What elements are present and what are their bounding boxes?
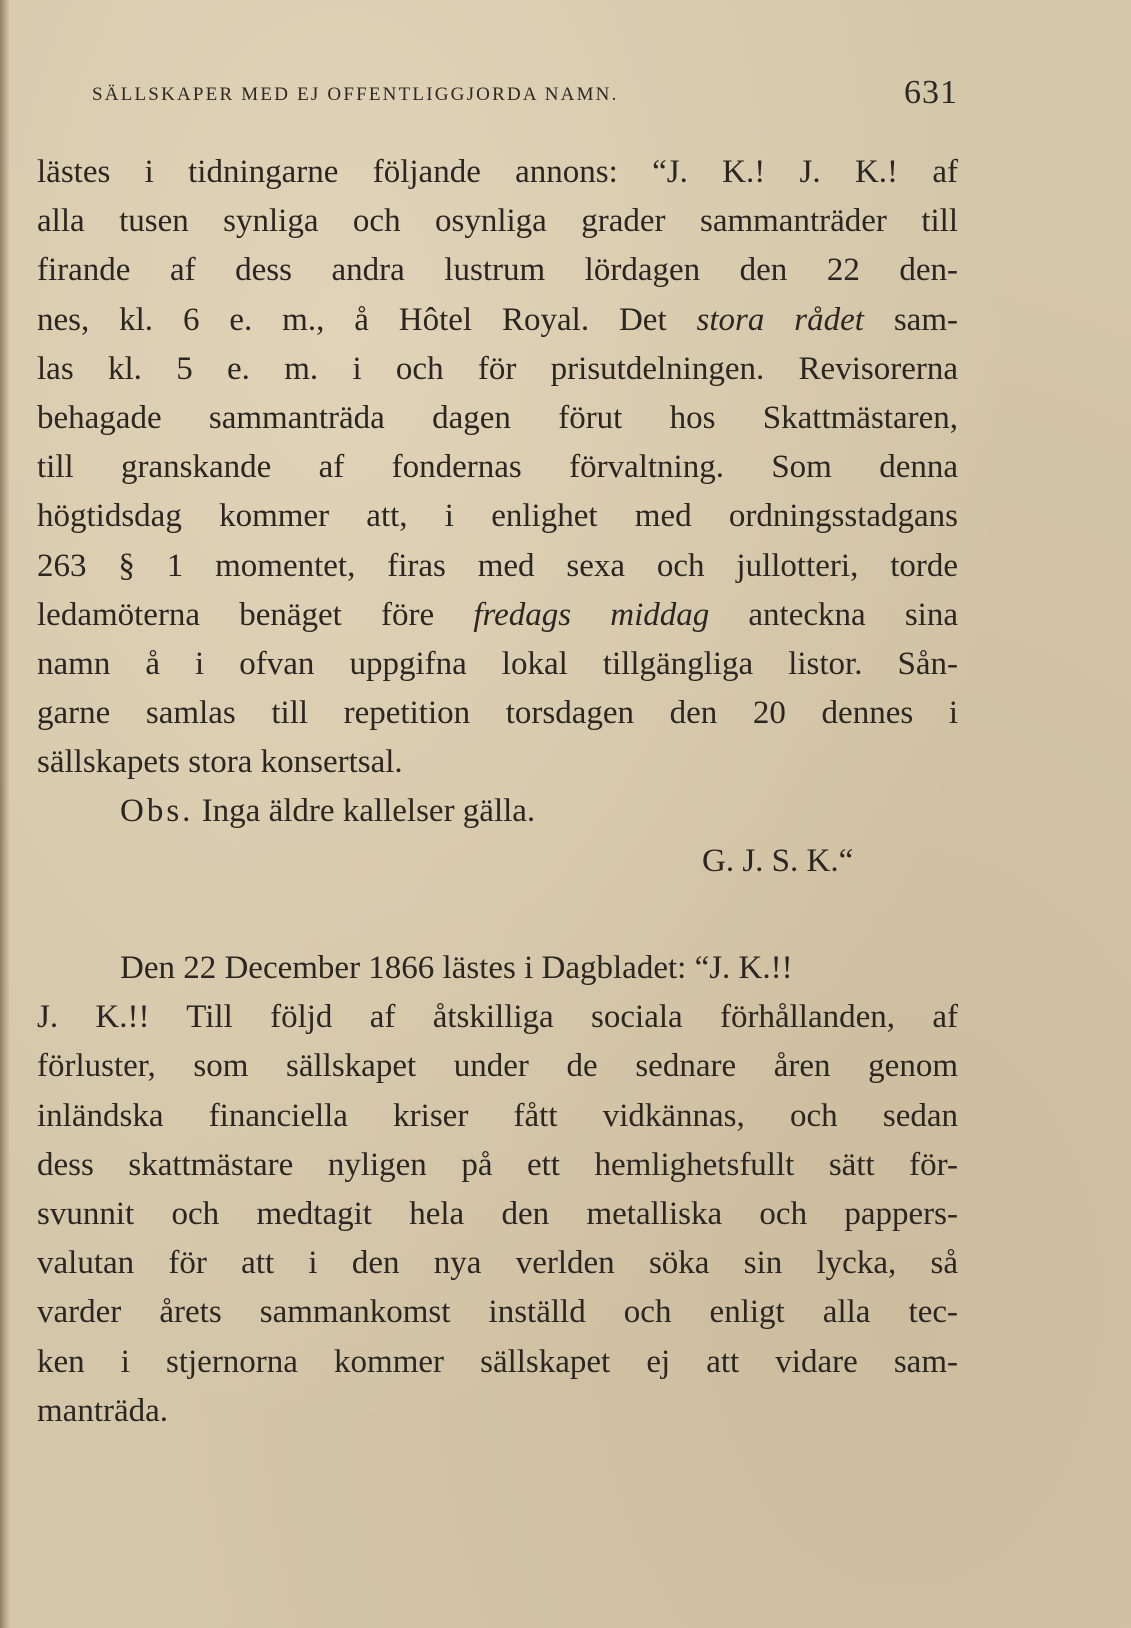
text-line-content: lästes i tidningarne följande annons: “J. K.! J. K.! af bbox=[37, 154, 958, 190]
text-line bbox=[37, 197, 958, 246]
text-line-content: alla tusen synliga och osynliga grader sammanträder till bbox=[37, 203, 958, 240]
text-line bbox=[37, 345, 958, 394]
page-header bbox=[92, 74, 958, 114]
text-line-content: nes, kl. 6 e. m., å Hôtel Royal. Det bbox=[37, 301, 697, 338]
text-line-content: svunnit och medtagit hela den metalliska och pappers- bbox=[37, 1195, 958, 1232]
text-line bbox=[37, 1190, 958, 1239]
text-line bbox=[37, 394, 958, 443]
text-line bbox=[37, 443, 958, 492]
page-gutter-shadow bbox=[0, 0, 10, 1628]
text-line bbox=[37, 542, 958, 591]
text-line-content: manträda. bbox=[37, 1392, 169, 1429]
text-line bbox=[37, 689, 958, 738]
text-line-content: valutan för att i den nya verlden söka sin lycka, så bbox=[37, 1245, 958, 1282]
text-line bbox=[37, 1141, 958, 1190]
text-line-content: behagade sammanträda dagen förut hos Skattmästaren, bbox=[37, 399, 958, 436]
running-head: SÄLLSKAPER MED EJ OFFENTLIGGJORDA NAMN. bbox=[92, 84, 619, 105]
text-line-content: ken i stjernorna kommer sällskapet ej att vidare sam- bbox=[37, 1343, 958, 1380]
text-line bbox=[37, 1288, 958, 1337]
text-line-content: firande af dess andra lustrum lördagen den 22 den- bbox=[37, 252, 958, 289]
text-line-content: las kl. 5 e. m. i och för prisutdelningen. Revisorerna bbox=[37, 350, 958, 387]
text-line bbox=[37, 1338, 958, 1387]
signature bbox=[37, 837, 958, 886]
text-line-content: till granskande af fondernas förvaltning. Som denna bbox=[37, 449, 958, 486]
text-line-content: anteckna sina bbox=[709, 596, 958, 633]
text-line bbox=[37, 993, 958, 1042]
text-line bbox=[37, 738, 958, 787]
paragraph-annons bbox=[37, 148, 958, 886]
text-line bbox=[37, 148, 958, 197]
text-line-content: sam- bbox=[863, 301, 958, 338]
obs-note bbox=[37, 787, 958, 836]
text-line-content: sällskapets stora konsertsal. bbox=[37, 744, 403, 781]
text-line bbox=[37, 1239, 958, 1288]
text-line-content: J. K.!! Till följd af åtskilliga sociala förhållanden, af bbox=[37, 999, 958, 1036]
text-line-content: dess skattmästare nyligen på ett hemlighetsfullt sätt för- bbox=[37, 1146, 958, 1183]
paragraph-dagbladet bbox=[37, 944, 958, 1436]
text-line bbox=[37, 640, 958, 689]
signature-text: G. J. S. K.“ bbox=[702, 842, 854, 879]
text-line bbox=[37, 944, 958, 993]
text-line-content: varder årets sammankomst inställd och enligt alla tec- bbox=[37, 1294, 958, 1331]
italic-phrase: fredags middag bbox=[473, 596, 710, 633]
text-line-content: garne samlas till repetition torsdagen den 20 dennes i bbox=[37, 695, 958, 732]
text-line-content: högtidsdag kommer att, i enlighet med ordningsstadgans bbox=[37, 498, 958, 535]
text-line bbox=[37, 246, 958, 295]
page-number: 631 bbox=[904, 74, 958, 111]
obs-label: Obs. bbox=[120, 793, 194, 830]
obs-text: Inga äldre kallelser gälla. bbox=[193, 793, 536, 830]
text-line bbox=[37, 1387, 958, 1436]
text-line-content: Den 22 December 1866 lästes i Dagbladet: “J. K.!! bbox=[120, 950, 793, 986]
text-line-content: förluster, som sällskapet under de sednare åren genom bbox=[37, 1048, 958, 1085]
text-line bbox=[37, 591, 958, 640]
text-line-content: inländska financiella kriser fått vidkännas, och sedan bbox=[37, 1097, 958, 1134]
text-line bbox=[37, 1042, 958, 1091]
italic-phrase: stora rådet bbox=[696, 301, 864, 338]
text-line bbox=[37, 492, 958, 541]
text-line bbox=[37, 296, 958, 345]
text-line-content: namn å i ofvan uppgifna lokal tillgängliga listor. Sån- bbox=[37, 645, 958, 682]
text-line-content: 263 § 1 momentet, firas med sexa och jullotteri, torde bbox=[37, 547, 958, 584]
text-line-content: ledamöterna benäget före bbox=[37, 596, 474, 633]
text-line bbox=[37, 1092, 958, 1141]
